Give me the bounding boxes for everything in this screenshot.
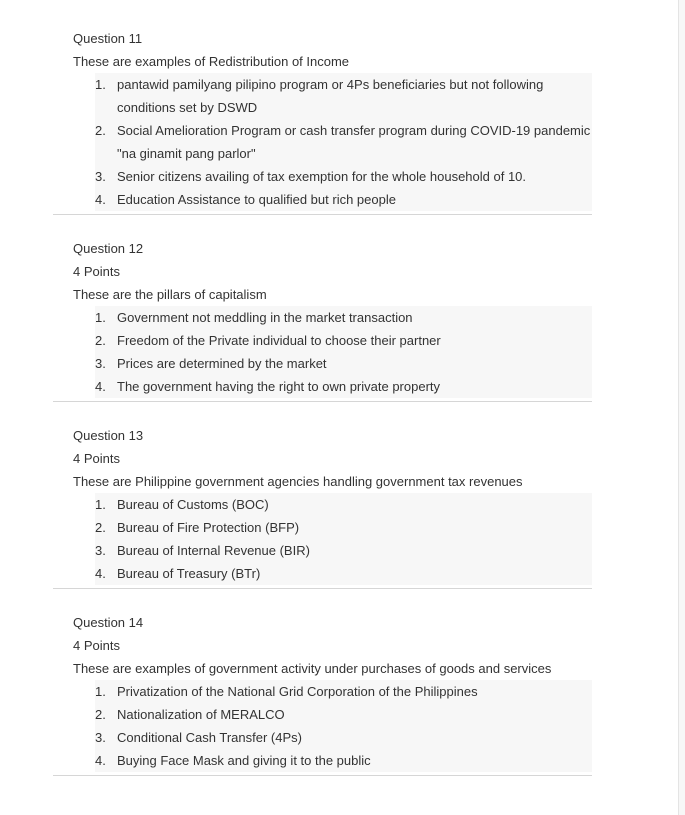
option-text: Senior citizens availing of tax exemption for the whole household of 10. <box>117 169 527 184</box>
question-title: Question 12 <box>73 241 144 256</box>
option-item[interactable] <box>95 749 592 772</box>
option-text: Privatization of the National Grid Corporation of the Philippines <box>117 684 478 699</box>
question-title: Question 14 <box>73 615 144 630</box>
option-number: 3. <box>95 730 106 745</box>
option-text: Bureau of Fire Protection (BFP) <box>117 520 300 535</box>
question-14 <box>53 611 592 776</box>
option-number: 3. <box>95 169 106 184</box>
question-points: 4 Points <box>73 451 120 466</box>
option-number: 2. <box>95 520 106 535</box>
question-12 <box>53 237 592 402</box>
option-text: Prices are determined by the market <box>117 356 327 371</box>
option-number: 2. <box>95 123 106 138</box>
option-text: Education Assistance to qualified but rich people <box>117 192 396 207</box>
option-item[interactable] <box>95 375 592 398</box>
option-list <box>73 73 592 211</box>
option-item[interactable] <box>95 306 592 329</box>
option-item[interactable] <box>95 73 592 119</box>
option-text: Bureau of Treasury (BTr) <box>117 566 261 581</box>
question-points: 4 Points <box>73 264 120 279</box>
question-title: Question 13 <box>73 428 144 443</box>
option-item[interactable] <box>95 329 592 352</box>
option-item[interactable] <box>95 516 592 539</box>
option-item[interactable] <box>95 703 592 726</box>
option-text: Government not meddling in the market transaction <box>117 310 413 325</box>
option-item[interactable] <box>95 352 592 375</box>
option-number: 1. <box>95 684 106 699</box>
option-text: Freedom of the Private individual to choose their partner <box>117 333 441 348</box>
option-list <box>73 493 592 585</box>
option-item[interactable] <box>95 680 592 703</box>
option-item[interactable] <box>95 119 592 165</box>
question-13 <box>53 424 592 589</box>
option-list <box>73 306 592 398</box>
scrollbar-track[interactable] <box>678 0 685 815</box>
option-number: 4. <box>95 379 106 394</box>
question-11 <box>53 27 592 215</box>
option-item[interactable] <box>95 165 592 188</box>
question-prompt: These are examples of government activity under purchases of goods and services <box>73 661 552 676</box>
option-item[interactable] <box>95 539 592 562</box>
question-prompt: These are Philippine government agencies handling government tax revenues <box>73 474 523 489</box>
option-text: Bureau of Internal Revenue (BIR) <box>117 543 310 558</box>
option-number: 4. <box>95 192 106 207</box>
option-item[interactable] <box>95 562 592 585</box>
option-text: The government having the right to own private property <box>117 379 441 394</box>
option-list <box>73 680 592 772</box>
option-text: Nationalization of MERALCO <box>117 707 285 722</box>
option-number: 2. <box>95 707 106 722</box>
option-text: Buying Face Mask and giving it to the public <box>117 753 371 768</box>
question-prompt: These are the pillars of capitalism <box>73 287 267 302</box>
option-number: 4. <box>95 753 106 768</box>
option-item[interactable] <box>95 188 592 211</box>
option-number: 1. <box>95 310 106 325</box>
option-number: 1. <box>95 497 106 512</box>
option-item[interactable] <box>95 726 592 749</box>
question-prompt: These are examples of Redistribution of Income <box>73 54 350 69</box>
option-number: 1. <box>95 77 106 92</box>
option-item[interactable] <box>95 493 592 516</box>
option-text: Bureau of Customs (BOC) <box>117 497 269 512</box>
option-number: 3. <box>95 543 106 558</box>
quiz-container <box>53 27 592 798</box>
option-number: 2. <box>95 333 106 348</box>
option-text: Social Amelioration Program or cash transfer program during COVID-19 pandemic "na ginamit pang parlor" <box>117 123 591 161</box>
option-number: 4. <box>95 566 106 581</box>
option-text: pantawid pamilyang pilipino program or 4Ps beneficiaries but not following conditions set by DSWD <box>117 77 544 115</box>
option-number: 3. <box>95 356 106 371</box>
question-points: 4 Points <box>73 638 120 653</box>
question-title: Question 11 <box>73 31 143 46</box>
option-text: Conditional Cash Transfer (4Ps) <box>117 730 302 745</box>
